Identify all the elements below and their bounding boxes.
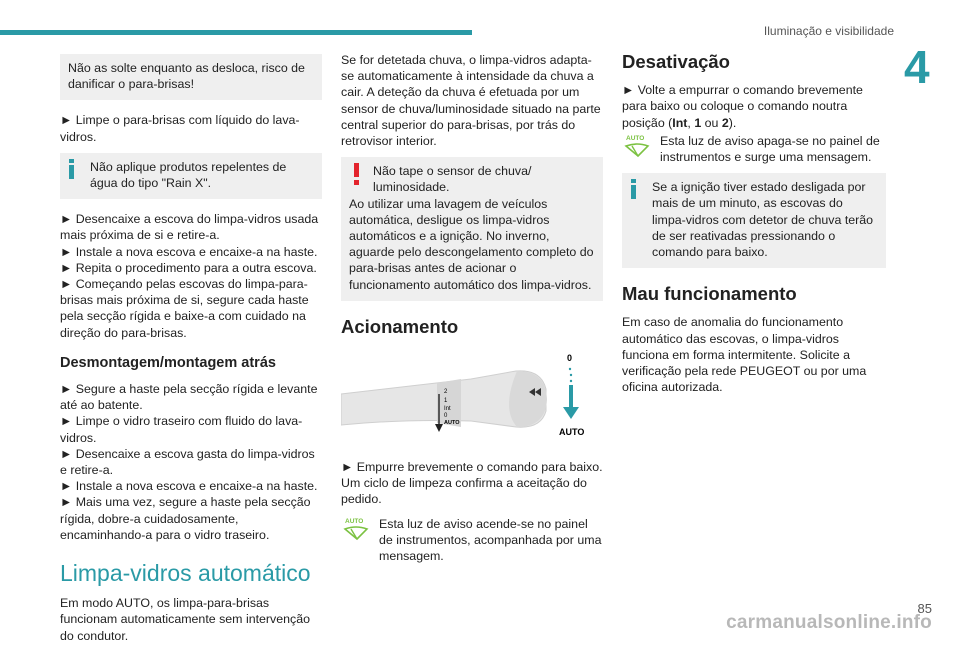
info-icon (630, 179, 638, 199)
heading-rear: Desmontagem/montagem atrás (60, 354, 276, 371)
lamp-label: AUTO (626, 134, 645, 142)
closing-paren: ). (728, 115, 737, 130)
step-lower-arm: ► Começando pelas escovas do limpa-para-brisas mais próxima de si, segure cada haste pela secção rígida e baixe-a com cuidado na direção do para-brisas. (60, 277, 309, 340)
lamp-off-text: Esta luz de aviso apaga-se no painel de instrumentos e surge uma mensagem. (660, 133, 880, 165)
stalk-label-auto: AUTO (444, 420, 460, 427)
step-repeat: ► Repita o procedimento para a outra escova. (60, 260, 317, 275)
rear-step-3: ► Desencaixe a escova gasta do limpa-vidros e retire-a. (60, 446, 315, 478)
lamp-label: AUTO (345, 517, 364, 525)
note-box (60, 54, 322, 100)
deactivation-step (622, 82, 886, 131)
chapter-number: 4 (904, 41, 930, 93)
header-bar (0, 30, 472, 35)
heading-malfunction: Mau funcionamento (622, 283, 797, 305)
deactivation-text: ► Volte a empurrar o comando brevemente para baixo ou coloque o comando noutra posição ( (622, 83, 863, 130)
info-text: Não aplique produtos repelentes de água do tipo "Rain X". (90, 159, 287, 191)
step-clean-windscreen: ► Limpe o para-brisas com líquido do lava-vidros. (60, 113, 300, 144)
warning-first: Não tape o sensor de chuva/ luminosidade. (373, 164, 532, 195)
push-down-arrow (563, 407, 579, 419)
heading-auto-wipers: Limpa-vidros automático (60, 560, 311, 587)
page-number: 85 (917, 601, 932, 616)
rear-step-1: ► Segure a haste pela secção rígida e levante até ao batente. (60, 382, 318, 413)
warning-rest: Ao utilizar uma lavagem de veículos automática, desligue os limpa-vidros automáticos e a ignição. No inverno, aguarde pelo descongelamento completo do para-brisas antes de acionar o funcionamento automático dos limpa-vidros. (349, 196, 594, 292)
position-zero-label: 0 (567, 353, 573, 364)
separator-2: ou (701, 115, 722, 130)
auto-wipers-text: Em modo AUTO, os limpa-para-brisas funcionam automaticamente sem intervenção do condutor. (60, 596, 311, 643)
position-int: Int (672, 115, 688, 130)
stalk-label-2: 2 (444, 389, 448, 396)
rear-step-5: ► Mais uma vez, segure a haste pela secção rígida, dobre-a cuidadosamente, encaminhando-a para o vidro traseiro. (60, 495, 311, 542)
lamp-off-row (622, 133, 886, 165)
warning-icon (353, 163, 361, 185)
heading-deactivation: Desativação (622, 51, 730, 72)
rear-step-4: ► Instale a nova escova e encaixe-a na haste. (60, 479, 318, 494)
watermark: carmanualsonline.info (726, 612, 932, 633)
rain-detection-text: Se for detetada chuva, o limpa-vidros adapta-se automaticamente à intensidade da chuva a cair. A deteção da chuva é efetuada por um sensor de chuva/luminosidade situado na parte central superior do para-brisas, por trás do retrovisor interior. (341, 53, 601, 149)
malfunction-text: Em caso de anomalia do funcionamento automático das escovas, o limpa-vidros funciona em forma intermitente. Solicite a verificação pela rede PEUGEOT ou por uma oficina autorizada. (622, 315, 867, 395)
position-2: 2 (721, 115, 729, 130)
column-3 (622, 52, 886, 403)
wiper-stalk-diagram (341, 349, 603, 449)
info-text: Se a ignição tiver estado desligada por mais de um minuto, as escovas do limpa-vidros com detetor de chuva terão de ser reativadas pressionando o comando para baixo. (652, 180, 874, 260)
stalk-label-int: Int (444, 406, 451, 413)
warning-box (341, 157, 603, 301)
column-2 (341, 52, 603, 572)
lamp-on-text: Esta luz de aviso acende-se no painel de instrumentos, acompanhada por uma mensagem. (379, 516, 602, 564)
column-1 (60, 52, 322, 652)
step-install-blade: ► Instale a nova escova e encaixe-a na haste. (60, 244, 318, 259)
heading-activation: Acionamento (341, 315, 459, 337)
section-title: Iluminação e visibilidade (763, 24, 894, 38)
activation-step: ► Empurre brevemente o comando para baixo. Um ciclo de limpeza confirma a aceitação do pedido. (341, 460, 603, 507)
separator-1: , (687, 115, 695, 130)
note-text: Não as solte enquanto as desloca, risco de danificar o para-brisas! (68, 61, 305, 92)
info-box (60, 153, 322, 199)
stalk-label-1: 1 (444, 398, 448, 405)
position-1: 1 (694, 115, 702, 130)
step-remove-blade: ► Desencaixe a escova do limpa-vidros usada mais próxima de si e retire-a. (60, 212, 319, 243)
info-box (622, 173, 886, 268)
stalk-label-0: 0 (444, 413, 448, 420)
auto-wiper-lamp-icon (341, 516, 371, 542)
rear-step-2: ► Limpe o vidro traseiro com fluido do lava-vidros. (60, 414, 303, 445)
lamp-on-row (341, 516, 603, 565)
info-icon (68, 159, 76, 179)
auto-wiper-lamp-icon (622, 133, 652, 159)
position-auto-label: AUTO (559, 427, 585, 438)
